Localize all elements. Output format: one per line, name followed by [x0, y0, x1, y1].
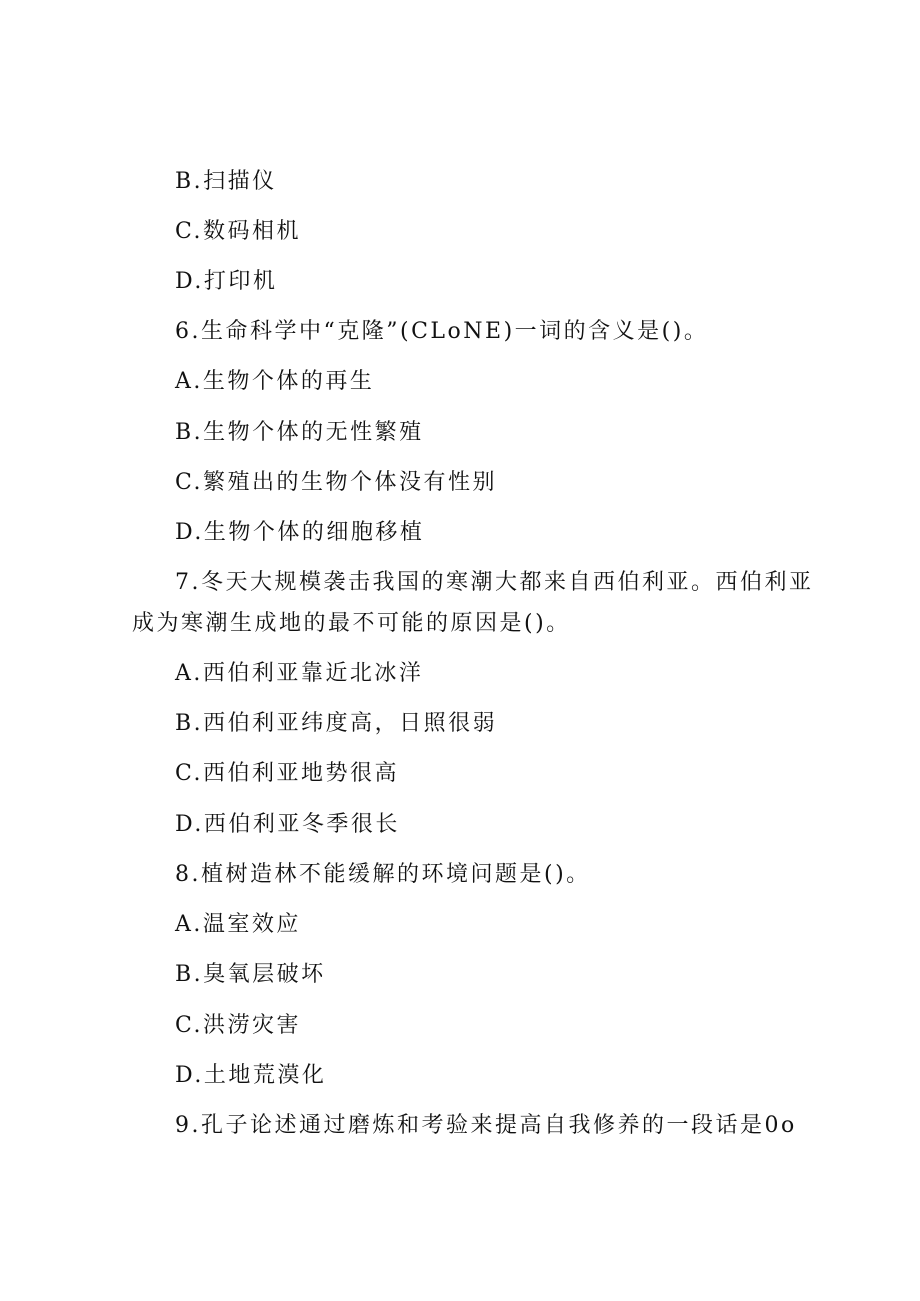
question-9: 9.孔子论述通过磨炼和考验来提高自我修养的一段话是0o [175, 1113, 797, 1138]
q8-option-c: C.洪涝灾害 [175, 1013, 302, 1038]
question-7-continued: 成为寒潮生成地的最不可能的原因是()。 [132, 611, 571, 636]
q8-option-d: D.土地荒漠化 [175, 1063, 327, 1088]
q6-option-b: B.生物个体的无性繁殖 [175, 420, 424, 445]
q6-option-a: A.生物个体的再生 [175, 369, 375, 394]
q8-option-b: B.臭氧层破坏 [175, 962, 326, 987]
q5-option-b: B.扫描仪 [175, 169, 277, 194]
q7-option-a: A.西伯利亚靠近北冰洋 [175, 661, 424, 686]
q6-option-d: D.生物个体的细胞移植 [175, 520, 425, 545]
q5-option-d: D.打印机 [175, 269, 278, 294]
q7-option-d: D.西伯利亚冬季很长 [175, 812, 400, 837]
q6-option-c: C.繁殖出的生物个体没有性别 [175, 470, 498, 495]
question-6: 6.生命科学中“克隆”(CLoNE)一词的含义是()。 [175, 319, 709, 344]
question-7: 7.冬天大规模袭击我国的寒潮大都来自西伯利亚。西伯利亚 [175, 570, 814, 595]
q7-option-b: B.西伯利亚纬度高，日照很弱 [175, 711, 498, 736]
q8-option-a: A.温室效应 [175, 912, 301, 937]
q7-option-c: C.西伯利亚地势很高 [175, 761, 400, 786]
q5-option-c: C.数码相机 [175, 219, 302, 244]
question-8: 8.植树造林不能缓解的环境问题是()。 [175, 862, 591, 887]
